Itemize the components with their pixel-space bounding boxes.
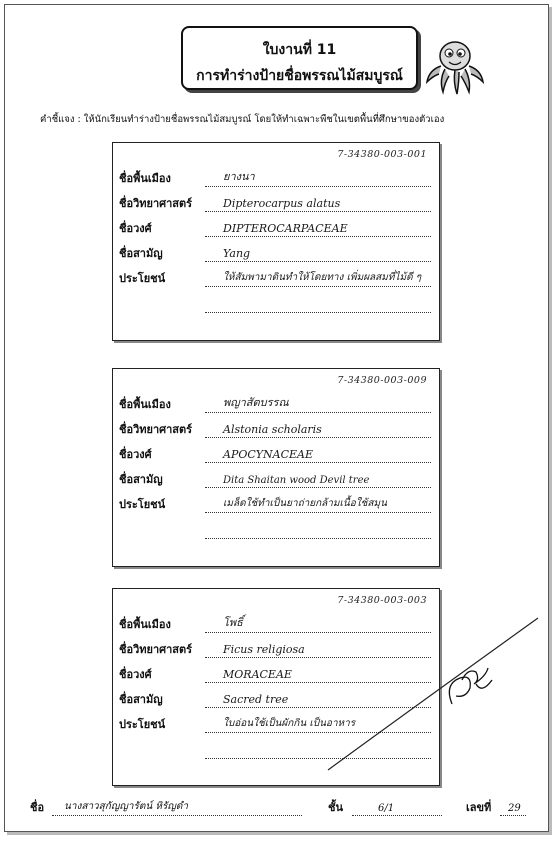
local-name-row (119, 393, 431, 415)
scientific-name-row (119, 192, 431, 214)
family-label: ชื่อวงศ์ (119, 222, 152, 235)
family-label: ชื่อวงศ์ (119, 448, 152, 461)
common-name-label: ชื่อสามัญ (119, 693, 163, 706)
family-value: DIPTEROCARPACEAE (223, 222, 348, 235)
scientific-name-label: ชื่อวิทยาศาสตร์ (119, 197, 193, 210)
octopus-mascot-icon (423, 36, 487, 96)
family-row (119, 217, 431, 239)
local-name-value: พญาสัตบรรณ (223, 396, 289, 409)
dotted-line (352, 814, 442, 816)
dotted-line (205, 486, 431, 488)
student-name-value: นางสาวสุกัญญารัตน์ หิรัญดำ (64, 801, 188, 812)
class-value: 6/1 (378, 803, 395, 814)
scientific-name-value: Dipterocarpus alatus (223, 197, 341, 210)
common-name-row (119, 468, 431, 490)
local-name-value: โพธิ์ (223, 616, 243, 629)
local-name-label: ชื่อพื้นเมือง (119, 618, 171, 631)
scientific-name-label: ชื่อวิทยาศาสตร์ (119, 643, 193, 656)
family-label: ชื่อวงศ์ (119, 668, 152, 681)
uses-row (119, 493, 431, 515)
scientific-name-label: ชื่อวิทยาศาสตร์ (119, 423, 193, 436)
dotted-line (205, 285, 431, 287)
dotted-line (500, 814, 526, 816)
dotted-line (205, 537, 431, 539)
dotted-line (205, 461, 431, 463)
dotted-line (205, 185, 431, 187)
uses-label: ประโยชน์ (119, 498, 166, 511)
plant-code: 7-34380-003-009 (337, 375, 427, 386)
uses-label: ประโยชน์ (119, 718, 166, 731)
common-name-value: Sacred tree (223, 693, 289, 706)
plant-label-card-1 (112, 142, 440, 341)
number-label: เลขที่ (466, 801, 492, 814)
dotted-line (205, 511, 431, 513)
plant-code: 7-34380-003-001 (337, 149, 427, 160)
uses-value: ใบอ่อนใช้เป็นผักกิน เป็นอาหาร (223, 718, 356, 729)
instruction-text: คำชี้แจง : ให้นักเรียนทำร่างป้ายชื่อพรรณไม้สมบูรณ์ โดยให้ทำเฉพาะพืชในเขตพื้นที่ศึกษาของตัวเอง (40, 114, 445, 125)
plant-label-card-2 (112, 368, 440, 567)
family-row (119, 443, 431, 465)
student-number-value: 29 (508, 803, 521, 814)
local-name-value: ยางนา (223, 170, 255, 183)
family-value: APOCYNACEAE (223, 448, 314, 461)
scientific-name-row (119, 418, 431, 440)
common-name-label: ชื่อสามัญ (119, 473, 163, 486)
uses-label: ประโยชน์ (119, 272, 166, 285)
common-name-value: Dita Shaitan wood Devil tree (223, 475, 370, 486)
teacher-signature (320, 610, 550, 780)
class-label: ชั้น (328, 801, 343, 814)
worksheet-title: การทำร่างป้ายชื่อพรรณไม้สมบูรณ์ (196, 68, 403, 84)
uses-value: ให้สัมพามาดินทำให้โดยทาง เพิ่มผลสมที่ไม้ดี ๆ (223, 272, 422, 283)
worksheet-number: ใบงานที่ 11 (262, 42, 337, 58)
dotted-line (205, 436, 431, 438)
common-name-label: ชื่อสามัญ (119, 247, 163, 260)
dotted-line (205, 260, 431, 262)
dotted-line (205, 210, 431, 212)
uses-value: เมล็ดใช้ทำเป็นยาถ่ายกล้ามเนื้อใช้สมุน (223, 498, 387, 509)
local-name-row (119, 167, 431, 189)
dotted-line (205, 311, 431, 313)
uses-row (119, 267, 431, 289)
scientific-name-value: Alstonia scholaris (223, 423, 322, 436)
local-name-label: ชื่อพื้นเมือง (119, 398, 171, 411)
scientific-name-value: Ficus religiosa (223, 643, 305, 656)
family-value: MORACEAE (223, 668, 292, 681)
common-name-row (119, 242, 431, 264)
dotted-line (205, 411, 431, 413)
student-info-footer (30, 796, 530, 818)
common-name-value: Yang (223, 247, 251, 260)
plant-code: 7-34380-003-003 (337, 595, 427, 606)
dotted-line (52, 814, 302, 816)
title-box (181, 26, 418, 90)
name-label: ชื่อ (30, 801, 45, 814)
local-name-label: ชื่อพื้นเมือง (119, 172, 171, 185)
dotted-line (205, 235, 431, 237)
